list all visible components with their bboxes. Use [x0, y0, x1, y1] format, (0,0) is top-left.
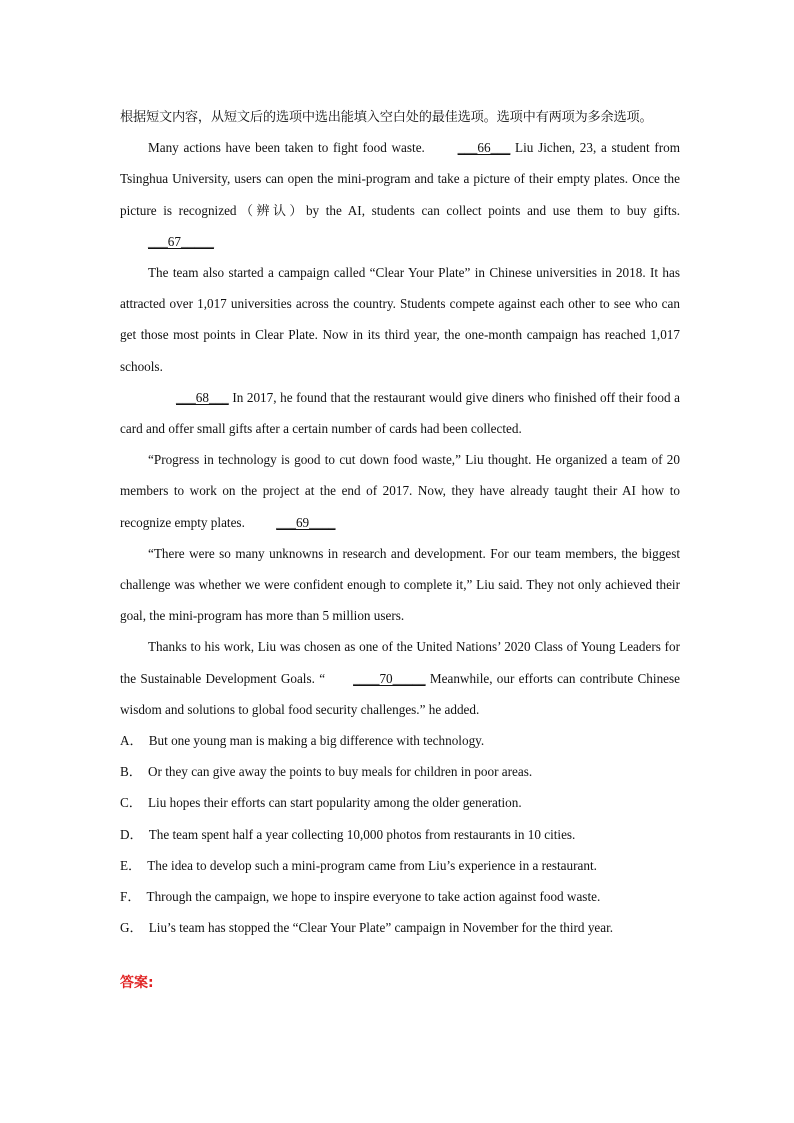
paragraph-text: Meanwhile, our efforts can contribute Chinese wisdom and solutions to global food security challenges.” he added. — [120, 670, 680, 717]
option-f — [120, 881, 680, 912]
paragraph-text: In 2017, he found that the restaurant would give diners who finished off their food a card and offer small gifts after a certain number of cards had been collected. — [120, 389, 680, 437]
option-a — [120, 725, 680, 756]
paragraph-text: Many actions have been taken to fight food waste. — [148, 140, 430, 156]
option-c — [120, 787, 680, 818]
option-e — [120, 850, 680, 881]
blank-70: ____70_____ — [353, 670, 426, 686]
passage-paragraph-1 — [120, 132, 680, 257]
option-b — [120, 756, 680, 787]
option-letter: B． — [120, 764, 142, 780]
blank-69: ___69____ — [276, 514, 336, 530]
option-letter: C． — [120, 795, 142, 811]
option-text: Liu’s team has stopped the “Clear Your Plate” campaign in November for the third year. — [148, 920, 614, 936]
option-letter: A． — [120, 733, 143, 749]
blank-67: ___67_____ — [148, 233, 214, 249]
blank-66: ___66___ — [457, 140, 511, 156]
answer-label: 答案: — [120, 975, 154, 991]
option-text: Liu hopes their efforts can start popularity among the older generation. — [147, 795, 522, 811]
options-list — [120, 725, 680, 943]
blank-68: ___68___ — [176, 389, 229, 405]
question-content — [120, 101, 680, 943]
option-text: The team spent half a year collecting 10,000 photos from restaurants in 10 cities. — [148, 826, 576, 842]
passage-paragraph-4 — [120, 444, 680, 538]
option-text: But one young man is making a big difference with technology. — [148, 733, 485, 749]
option-text: The idea to develop such a mini-program came from Liu’s experience in a restaurant. — [147, 857, 597, 873]
option-letter: E． — [120, 857, 142, 873]
instruction-text: 根据短文内容，从短文后的选项中选出能填入空白处的最佳选项。选项中有两项为多余选项。 — [120, 109, 653, 124]
option-text: Through the campaign, we hope to inspire everyone to take action against food waste. — [146, 889, 601, 905]
option-d — [120, 819, 680, 850]
option-letter: F． — [120, 889, 141, 905]
paragraph-text: Liu Jichen, 23, a student from Tsinghua University, users can open the mini-program and take a picture of their empty plates. Once the picture is recognized（辨认）by the AI, students can collect points and use them to buy gifts. — [120, 140, 680, 218]
option-g — [120, 912, 680, 943]
passage-paragraph-3 — [120, 382, 680, 444]
passage-paragraph-6 — [120, 631, 680, 725]
option-text: Or they can give away the points to buy meals for children in poor areas. — [147, 764, 533, 780]
paragraph-text: Thanks to his work, Liu was chosen as one of the United Nations’ 2020 Class of Young Leaders for the Sustainable Development Goals. “ — [120, 639, 680, 686]
option-letter: D． — [120, 826, 143, 842]
paragraph-text: “Progress in technology is good to cut down food waste,” Liu thought. He organized a team of 20 members to work on the project at the end of 2017. Now, they have already taught their AI how to recognize empty plates. — [120, 452, 680, 530]
passage-paragraph-2: The team also started a campaign called “Clear Your Plate” in Chinese universities in 2018. It has attracted over 1,017 universities across the country. Students compete against each other to see who can get those most points in Clear Plate. Now in its third year, the one-month campaign has reached 1,017 schools. — [120, 265, 680, 374]
option-letter: G． — [120, 920, 143, 936]
passage-paragraph-5: “There were so many unknowns in research and development. For our team members, the biggest challenge was whether we were confident enough to complete it,” Liu said. They not only achieved their goal, the mini-program has more than 5 million users. — [120, 545, 680, 624]
